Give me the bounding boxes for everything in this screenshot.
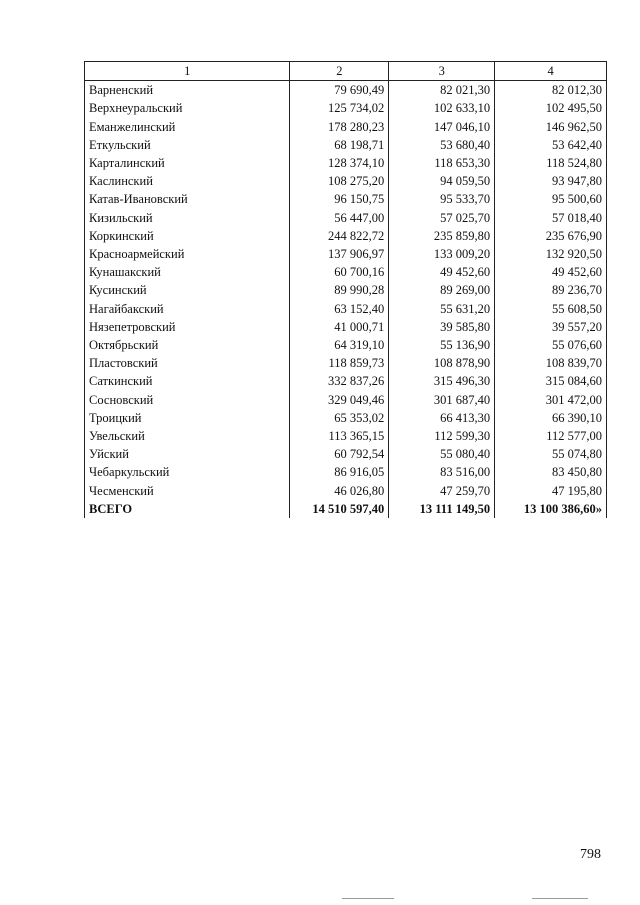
value-cell-col3: 55 080,40 bbox=[389, 445, 495, 463]
table-header-row bbox=[85, 62, 607, 81]
value-cell-col3: 235 859,80 bbox=[389, 227, 495, 245]
table-row bbox=[85, 154, 607, 172]
page-number: 798 bbox=[580, 847, 601, 862]
table-row bbox=[85, 136, 607, 154]
value-cell-col2: 56 447,00 bbox=[290, 209, 389, 227]
district-name-cell: Катав-Ивановский bbox=[85, 190, 290, 208]
value-cell-col4: 146 962,50 bbox=[495, 118, 607, 136]
district-name-cell: Чесменский bbox=[85, 482, 290, 500]
table-row bbox=[85, 172, 607, 190]
value-cell-col3: 39 585,80 bbox=[389, 318, 495, 336]
district-name-cell: Октябрьский bbox=[85, 336, 290, 354]
value-cell-col3: 112 599,30 bbox=[389, 427, 495, 445]
table-row bbox=[85, 99, 607, 117]
district-name-cell: Кусинский bbox=[85, 281, 290, 299]
value-cell-col3: 102 633,10 bbox=[389, 99, 495, 117]
value-cell-col4: 49 452,60 bbox=[495, 263, 607, 281]
footer-rule bbox=[532, 898, 588, 899]
value-cell-col3: 49 452,60 bbox=[389, 263, 495, 281]
district-name-cell: Каслинский bbox=[85, 172, 290, 190]
value-cell-col4: 55 608,50 bbox=[495, 300, 607, 318]
value-cell-col4: 315 084,60 bbox=[495, 372, 607, 390]
total-row bbox=[85, 500, 607, 518]
value-cell-col3: 95 533,70 bbox=[389, 190, 495, 208]
district-name-cell: Нагайбакский bbox=[85, 300, 290, 318]
value-cell-col4: 47 195,80 bbox=[495, 482, 607, 500]
value-cell-col3: 108 878,90 bbox=[389, 354, 495, 372]
table-row bbox=[85, 281, 607, 299]
total-value-col3: 13 111 149,50 bbox=[389, 500, 495, 518]
table-row bbox=[85, 300, 607, 318]
footer-rule bbox=[342, 898, 394, 899]
table-row bbox=[85, 190, 607, 208]
value-cell-col2: 332 837,26 bbox=[290, 372, 389, 390]
district-name-cell: Красноармейский bbox=[85, 245, 290, 263]
value-cell-col3: 55 631,20 bbox=[389, 300, 495, 318]
value-cell-col3: 55 136,90 bbox=[389, 336, 495, 354]
district-name-cell: Варненский bbox=[85, 81, 290, 100]
district-name-cell: Пластовский bbox=[85, 354, 290, 372]
value-cell-col2: 46 026,80 bbox=[290, 482, 389, 500]
value-cell-col2: 108 275,20 bbox=[290, 172, 389, 190]
district-name-cell: Уйский bbox=[85, 445, 290, 463]
district-name-cell: Коркинский bbox=[85, 227, 290, 245]
value-cell-col4: 95 500,60 bbox=[495, 190, 607, 208]
value-cell-col3: 94 059,50 bbox=[389, 172, 495, 190]
table-row bbox=[85, 209, 607, 227]
table-row bbox=[85, 354, 607, 372]
district-name-cell: Нязепетровский bbox=[85, 318, 290, 336]
column-header-4: 4 bbox=[495, 62, 607, 81]
table-row bbox=[85, 445, 607, 463]
district-name-cell: Увельский bbox=[85, 427, 290, 445]
value-cell-col2: 65 353,02 bbox=[290, 409, 389, 427]
table-row bbox=[85, 263, 607, 281]
column-header-3: 3 bbox=[389, 62, 495, 81]
district-name-cell: Сосновский bbox=[85, 391, 290, 409]
value-cell-col4: 55 076,60 bbox=[495, 336, 607, 354]
table-row bbox=[85, 427, 607, 445]
value-cell-col4: 132 920,50 bbox=[495, 245, 607, 263]
value-cell-col4: 93 947,80 bbox=[495, 172, 607, 190]
district-name-cell: Верхнеуральский bbox=[85, 99, 290, 117]
value-cell-col4: 108 839,70 bbox=[495, 354, 607, 372]
value-cell-col3: 83 516,00 bbox=[389, 463, 495, 481]
value-cell-col3: 315 496,30 bbox=[389, 372, 495, 390]
value-cell-col4: 66 390,10 bbox=[495, 409, 607, 427]
district-name-cell: Кизильский bbox=[85, 209, 290, 227]
value-cell-col3: 57 025,70 bbox=[389, 209, 495, 227]
value-cell-col3: 301 687,40 bbox=[389, 391, 495, 409]
value-cell-col4: 39 557,20 bbox=[495, 318, 607, 336]
value-cell-col2: 89 990,28 bbox=[290, 281, 389, 299]
column-header-2: 2 bbox=[290, 62, 389, 81]
value-cell-col3: 53 680,40 bbox=[389, 136, 495, 154]
total-label-cell: ВСЕГО bbox=[85, 500, 290, 518]
value-cell-col2: 244 822,72 bbox=[290, 227, 389, 245]
value-cell-col2: 79 690,49 bbox=[290, 81, 389, 100]
value-cell-col3: 118 653,30 bbox=[389, 154, 495, 172]
value-cell-col4: 102 495,50 bbox=[495, 99, 607, 117]
value-cell-col4: 82 012,30 bbox=[495, 81, 607, 100]
table-row bbox=[85, 318, 607, 336]
value-cell-col2: 178 280,23 bbox=[290, 118, 389, 136]
table-row bbox=[85, 463, 607, 481]
value-cell-col4: 83 450,80 bbox=[495, 463, 607, 481]
value-cell-col3: 147 046,10 bbox=[389, 118, 495, 136]
value-cell-col3: 66 413,30 bbox=[389, 409, 495, 427]
value-cell-col4: 235 676,90 bbox=[495, 227, 607, 245]
table-row bbox=[85, 482, 607, 500]
value-cell-col4: 89 236,70 bbox=[495, 281, 607, 299]
value-cell-col2: 329 049,46 bbox=[290, 391, 389, 409]
district-name-cell: Кунашакский bbox=[85, 263, 290, 281]
value-cell-col2: 128 374,10 bbox=[290, 154, 389, 172]
value-cell-col2: 60 792,54 bbox=[290, 445, 389, 463]
table-row bbox=[85, 227, 607, 245]
value-cell-col2: 113 365,15 bbox=[290, 427, 389, 445]
table-row bbox=[85, 372, 607, 390]
column-header-1: 1 bbox=[85, 62, 290, 81]
value-cell-col3: 89 269,00 bbox=[389, 281, 495, 299]
value-cell-col3: 47 259,70 bbox=[389, 482, 495, 500]
value-cell-col4: 53 642,40 bbox=[495, 136, 607, 154]
value-cell-col4: 55 074,80 bbox=[495, 445, 607, 463]
value-cell-col3: 82 021,30 bbox=[389, 81, 495, 100]
value-cell-col3: 133 009,20 bbox=[389, 245, 495, 263]
district-name-cell: Еманжелинский bbox=[85, 118, 290, 136]
value-cell-col2: 137 906,97 bbox=[290, 245, 389, 263]
value-cell-col4: 301 472,00 bbox=[495, 391, 607, 409]
value-cell-col2: 118 859,73 bbox=[290, 354, 389, 372]
district-name-cell: Саткинский bbox=[85, 372, 290, 390]
value-cell-col2: 64 319,10 bbox=[290, 336, 389, 354]
value-cell-col2: 60 700,16 bbox=[290, 263, 389, 281]
district-name-cell: Карталинский bbox=[85, 154, 290, 172]
total-value-col4: 13 100 386,60» bbox=[495, 500, 607, 518]
value-cell-col4: 112 577,00 bbox=[495, 427, 607, 445]
value-cell-col4: 57 018,40 bbox=[495, 209, 607, 227]
district-name-cell: Троицкий bbox=[85, 409, 290, 427]
table-row bbox=[85, 118, 607, 136]
district-name-cell: Еткульский bbox=[85, 136, 290, 154]
district-name-cell: Чебаркульский bbox=[85, 463, 290, 481]
value-cell-col2: 125 734,02 bbox=[290, 99, 389, 117]
value-cell-col2: 68 198,71 bbox=[290, 136, 389, 154]
table-row bbox=[85, 391, 607, 409]
value-cell-col2: 63 152,40 bbox=[290, 300, 389, 318]
table-row bbox=[85, 245, 607, 263]
value-cell-col2: 86 916,05 bbox=[290, 463, 389, 481]
value-cell-col4: 118 524,80 bbox=[495, 154, 607, 172]
table-body bbox=[85, 81, 607, 518]
table-row bbox=[85, 336, 607, 354]
value-cell-col2: 96 150,75 bbox=[290, 190, 389, 208]
table-row bbox=[85, 81, 607, 100]
data-table bbox=[84, 61, 607, 518]
total-value-col2: 14 510 597,40 bbox=[290, 500, 389, 518]
table-row bbox=[85, 409, 607, 427]
value-cell-col2: 41 000,71 bbox=[290, 318, 389, 336]
